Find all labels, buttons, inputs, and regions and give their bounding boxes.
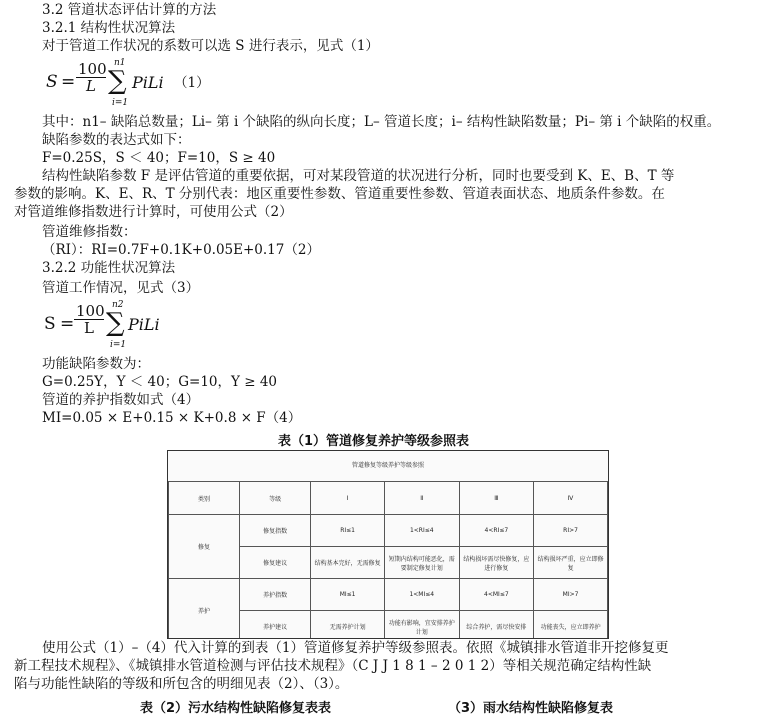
table-header-row — [169, 482, 608, 515]
formula-3 — [42, 300, 242, 354]
formula-1-denominator: L — [86, 77, 96, 95]
table-cell: 4<RI≤7 — [459, 515, 534, 547]
formula-3-s: S — [44, 314, 56, 334]
table-cell: MI>7 — [534, 579, 608, 611]
formula-3-numerator: 100 — [76, 302, 105, 320]
paragraph-6: 管道维修指数： — [42, 224, 137, 240]
formula-1-term: PiLi — [132, 73, 164, 92]
table-3-caption: （3）雨水结构性缺陷修复表 — [448, 701, 614, 716]
table-row — [169, 579, 608, 611]
table-cell: 结构基本完好，无需修复 — [311, 547, 385, 579]
paragraph-13-line-3: 陷与功能性缺陷的等级和所包含的明细见表（2）、（3）。 — [14, 676, 349, 692]
section-heading-3-2-2: 3.2.2 功能性状况算法 — [42, 260, 176, 276]
formula-1-fraction — [76, 61, 106, 95]
table-cell: 4<MI≤7 — [459, 579, 534, 611]
table-cell: 养护建议 — [240, 611, 311, 640]
formula-1 — [42, 58, 242, 112]
table-cell: 结构损坏严重，应立即修复 — [534, 547, 608, 579]
table-cell: 短期内结构可能恶化，需要制定修复计划 — [384, 547, 459, 579]
paragraph-2: 其中：n1– 缺陷总数量；Li– 第 i 个缺陷的纵向长度；L– 管道长度；i– 结构性缺陷数量；Pi– 第 i 个缺陷的权重。 — [42, 114, 721, 130]
table-cell: RI>7 — [534, 515, 608, 547]
table-cell: 修复建议 — [240, 547, 311, 579]
formula-1-tag: （1） — [174, 75, 210, 91]
table-row — [169, 515, 608, 547]
table-1-title: 管道修复等级养护等级参照 — [351, 462, 424, 469]
paragraph-9: 功能缺陷参数为： — [42, 356, 150, 372]
formula-1-sum-lower: i=1 — [112, 98, 129, 108]
table-cell: 养护指数 — [240, 579, 311, 611]
formula-3-equals: = — [60, 314, 75, 334]
table-cell: 综合养护，需尽快安排 — [459, 611, 534, 640]
paragraph-3: 缺陷参数的表达式如下： — [42, 132, 191, 148]
table-header-cell: Ⅲ — [459, 482, 534, 515]
table-1 — [167, 450, 609, 639]
table-cell: 功能有影响，宜安排养护计划 — [384, 611, 459, 640]
table-1-grid — [168, 481, 608, 639]
formula-1-numerator: 100 — [78, 60, 107, 78]
table-cell: MI≤1 — [311, 579, 385, 611]
formula-3-sigma: ∑ — [106, 308, 125, 338]
formula-3-term: PiLi — [128, 315, 160, 334]
table-header-cell: 等级 — [240, 482, 311, 515]
formula-1-sigma: ∑ — [108, 66, 127, 96]
table-header-cell: Ⅳ — [534, 482, 608, 515]
paragraph-5-line-2: 参数的影响。K、E、R、T 分别代表：地区重要性参数、管道重要性参数、管道表面状态、地质条件参数。在 — [14, 186, 665, 202]
paragraph-12: MI=0.05 × E+0.15 × K+0.8 × F（4） — [42, 410, 302, 426]
paragraph-1: 对于管道工作状况的系数可以选 S 进行表示，见式（1） — [42, 38, 379, 54]
formula-3-sum-upper: n2 — [112, 300, 124, 310]
section-heading-3-2: 3.2 管道状态评估计算的方法 — [42, 2, 217, 18]
paragraph-10: G=0.25Y，Y ＜ 40；G=10，Y ≥ 40 — [42, 374, 277, 390]
formula-1-equals: = — [61, 72, 76, 92]
table-cell: 1<MI≤4 — [384, 579, 459, 611]
paragraph-13-line-2: 新工程技术规程》、《城镇排水管道检测与评估技术规程》（C J J 1 8 1 – 2 0 1 2）等相关规范确定结构性缺 — [14, 658, 652, 674]
table-header-cell: 类别 — [169, 482, 240, 515]
paragraph-4: F=0.25S，S ＜ 40；F=10，S ≥ 40 — [42, 150, 276, 166]
table-cell: 无需养护计划 — [311, 611, 385, 640]
formula-3-fraction — [74, 303, 104, 337]
table-1-caption: 表（1）管道修复养护等级参照表 — [278, 434, 470, 449]
formula-3-sum-lower: i=1 — [110, 340, 127, 350]
paragraph-7: （RI）：RI=0.7F+0.1K+0.05E+0.17（2） — [42, 242, 320, 258]
table-cell: 功能丧失，应立即养护 — [534, 611, 608, 640]
formula-1-s: S — [46, 72, 58, 92]
paragraph-11: 管道的养护指数如式（4） — [42, 392, 200, 408]
paragraph-13-line-1: 使用公式（1）–（4）代入计算的到表（1）管道修复养护等级参照表。依照《城镇排水管道非开挖修复更 — [42, 640, 669, 656]
table-2-caption: 表（2）污水结构性缺陷修复表表 — [140, 701, 332, 716]
table-cell: RI≤1 — [311, 515, 385, 547]
table-cell: 1<RI≤4 — [384, 515, 459, 547]
paragraph-5-line-3: 对管道维修指数进行计算时，可使用公式（2） — [14, 204, 293, 220]
table-header-cell: Ⅰ — [311, 482, 385, 515]
table-cell-category: 修复 — [169, 515, 240, 579]
paragraph-8: 管道工作情况，见式（3） — [42, 280, 200, 296]
paragraph-5-line-1: 结构性缺陷参数 F 是评估管道的重要依据，可对某段管道的状况进行分析，同时也要受到 K、E、B、T 等 — [42, 168, 675, 184]
formula-3-denominator: L — [84, 319, 94, 337]
table-header-cell: Ⅱ — [384, 482, 459, 515]
table-cell-category: 养护 — [169, 579, 240, 640]
section-heading-3-2-1: 3.2.1 结构性状况算法 — [42, 20, 176, 36]
table-cell: 修复指数 — [240, 515, 311, 547]
table-cell: 结构损坏需尽快修复，应进行修复 — [459, 547, 534, 579]
formula-1-sum-upper: n1 — [114, 58, 126, 68]
